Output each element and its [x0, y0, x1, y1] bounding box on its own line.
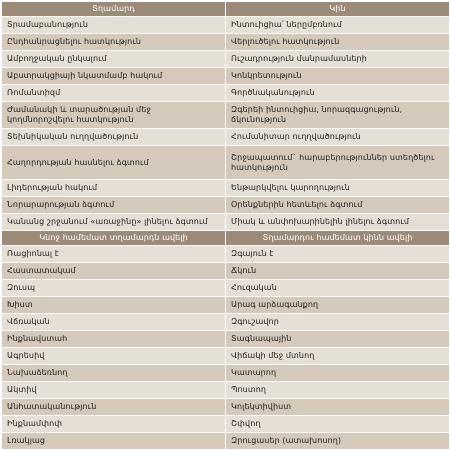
cell-right: Ինտուիցիա՝ ներըմբռնում	[226, 17, 450, 34]
cell-right: Զրուցասեր (ատախոսող)	[226, 433, 450, 450]
table-row	[2, 180, 450, 197]
table-row	[2, 246, 450, 263]
cell-right: Պոստող	[226, 382, 450, 399]
cell-left: Նախաձեռնող	[2, 365, 226, 382]
cell-right: Ուշադրություն մանրամասների	[226, 51, 450, 68]
table-row	[2, 399, 450, 416]
cell-right: Միակ և անփոխարինելին լինելու ձգտում	[226, 214, 450, 231]
table-row	[2, 365, 450, 382]
comparison-table	[1, 1, 450, 450]
section2-header-row	[2, 231, 450, 246]
table-row	[2, 280, 450, 297]
cell-right: Շփվող	[226, 416, 450, 433]
table-row	[2, 214, 450, 231]
cell-right: Կատարող	[226, 365, 450, 382]
cell-left: Զուսպ	[2, 280, 226, 297]
section1-header-row	[2, 2, 450, 17]
cell-right: Տագնապային	[226, 331, 450, 348]
table-row	[2, 17, 450, 34]
cell-right: Զգուշավոր	[226, 314, 450, 331]
table-row	[2, 314, 450, 331]
cell-left: Ինքնավստահ	[2, 331, 226, 348]
table-row	[2, 146, 450, 180]
cell-left: Լիդերության հակում	[2, 180, 226, 197]
cell-right: Ենթարկվելու կարողություն	[226, 180, 450, 197]
cell-left: Ամբողջական ընկալում	[2, 51, 226, 68]
cell-left: Ժամանակի և տարածության մեջ կողմնորոշվելու հատկություն	[2, 102, 226, 129]
table-row	[2, 34, 450, 51]
cell-right: Զգերեի ինտուիցիա, նորազգացություն, ճկունություն	[226, 102, 450, 129]
table-row	[2, 102, 450, 129]
cell-left: Ռացիոնալ է	[2, 246, 226, 263]
cell-right: Կոնկրետություն	[226, 68, 450, 85]
table-row	[2, 297, 450, 314]
cell-left: Անհատականություն	[2, 399, 226, 416]
cell-left: Աբստրակցիայի նկատմամբ հակում	[2, 68, 226, 85]
cell-right: Օրենքներին հետևելու ձգտում	[226, 197, 450, 214]
cell-right: Արագ արձագանքող	[226, 297, 450, 314]
table-row	[2, 348, 450, 365]
header-woman: Կին	[226, 2, 450, 17]
cell-left: Ինքնամփոփ	[2, 416, 226, 433]
cell-left: Հաղորդության հասնելու ձգտում	[2, 146, 226, 180]
table-row	[2, 263, 450, 280]
header-woman-compared: Տղամարդու համեմատ կինն ավելի	[226, 231, 450, 246]
cell-right: Զգայուն է	[226, 246, 450, 263]
cell-left: Նորարարության ձգտում	[2, 197, 226, 214]
table-row	[2, 197, 450, 214]
cell-left: Տեխնիկական ուղղվածություն	[2, 129, 226, 146]
cell-left: Կանանց շրջանում «առաջինը» լինելու ձգտում	[2, 214, 226, 231]
header-man-compared: Կնոջ համեմատ տղամարդն ավելի	[2, 231, 226, 246]
cell-left: Ագրեսիվ	[2, 348, 226, 365]
cell-right: Կոլեկտիվիստ	[226, 399, 450, 416]
cell-right: Հումանիտար ուղղվածություն	[226, 129, 450, 146]
table-row	[2, 433, 450, 450]
cell-left: Վճռական	[2, 314, 226, 331]
table-row	[2, 331, 450, 348]
cell-right: Վերլուծելու հատկություն	[226, 34, 450, 51]
cell-left: Ակտիվ	[2, 382, 226, 399]
table-row	[2, 129, 450, 146]
table-row	[2, 85, 450, 102]
cell-left: Տրամաբանություն	[2, 17, 226, 34]
cell-right: Ճկուն	[226, 263, 450, 280]
table-row	[2, 51, 450, 68]
cell-left: Ռոմանտիզմ	[2, 85, 226, 102]
table-row	[2, 382, 450, 399]
header-man: Տղամարդ	[2, 2, 226, 17]
cell-right: Գործնականություն	[226, 85, 450, 102]
table-row	[2, 68, 450, 85]
cell-right: Շրջապատում` հարաբերություններ ստեղծելու հատկություն	[226, 146, 450, 180]
cell-left: Լռակյաց	[2, 433, 226, 450]
cell-left: Հաստատակամ	[2, 263, 226, 280]
cell-right: Վիճակի մեջ մտնող	[226, 348, 450, 365]
table-row	[2, 416, 450, 433]
cell-left: Ընդհանրացնելու հատկություն	[2, 34, 226, 51]
cell-left: Խիստ	[2, 297, 226, 314]
cell-right: Հուզական	[226, 280, 450, 297]
